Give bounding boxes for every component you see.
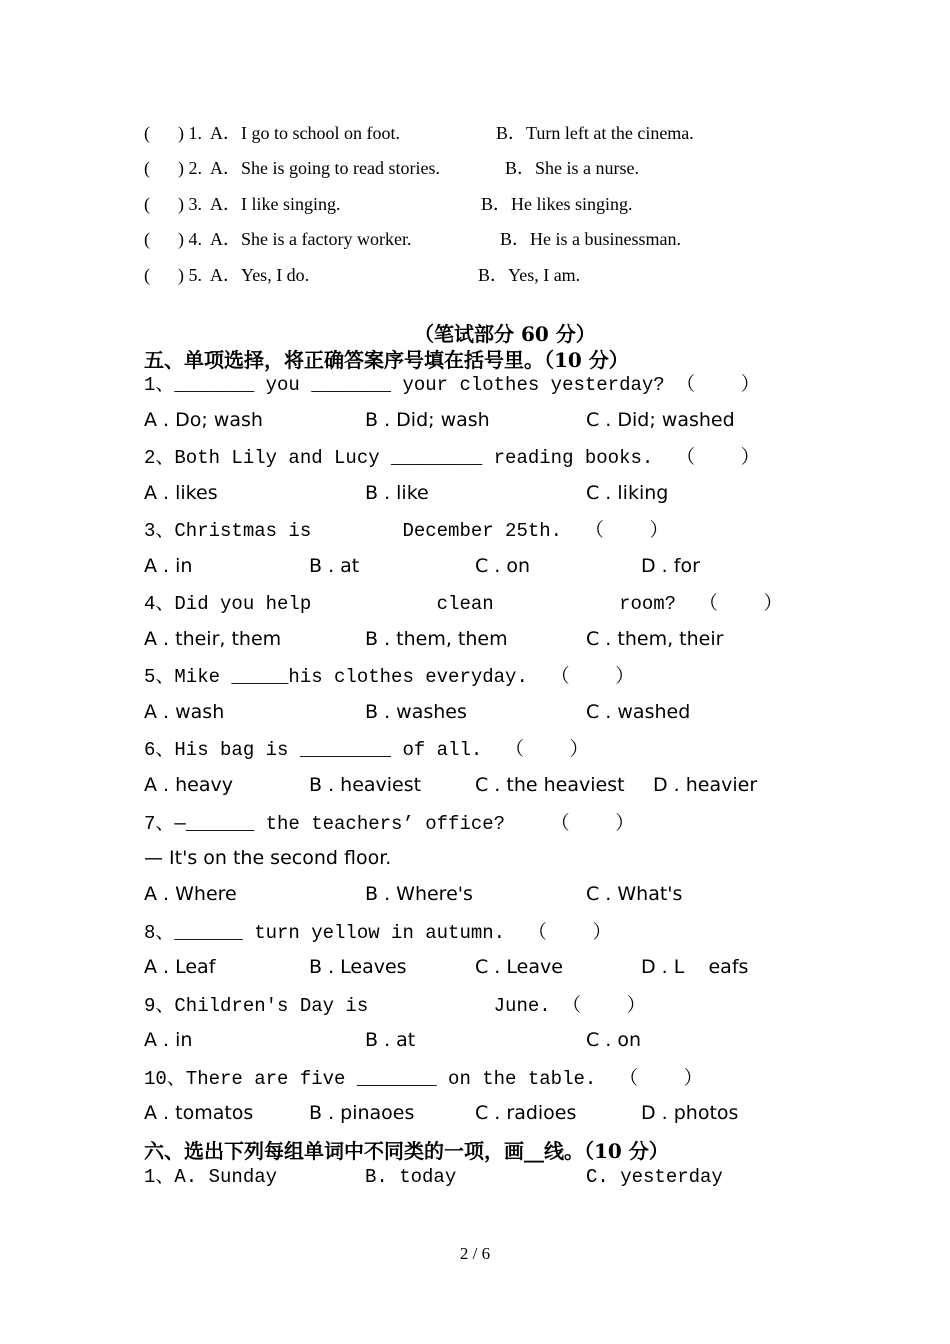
item-number: ) 1. — [178, 123, 202, 143]
section-6-q1-c: C. yesterday — [586, 1166, 723, 1188]
answer-paren: ( — [144, 194, 150, 214]
page-number: 2 / 6 — [459, 1244, 491, 1263]
option-b: B . at — [309, 555, 360, 577]
question-1: 1、_______ you _______ your clothes yesterday? （ ） — [144, 374, 760, 396]
option-a: A . in — [144, 555, 193, 577]
question-2: 2、Both Lily and Lucy ________ reading books. （ ） — [144, 447, 760, 469]
option-b: B．Yes, I am. — [478, 265, 581, 285]
question-9: 9、Children's Day is June. （ ） — [144, 995, 646, 1017]
option-b: B . Leaves — [309, 956, 407, 978]
option-b: B．He is a businessman. — [500, 229, 681, 249]
section-6-q1-b: B. today — [365, 1166, 457, 1188]
option-b: B . like — [365, 482, 429, 504]
option-a: A . in — [144, 1029, 193, 1051]
option-a: A . Leaf — [144, 956, 216, 978]
option-d: D . heavier — [653, 774, 758, 796]
option-a: A . likes — [144, 482, 218, 504]
option-a: A . Do; wash — [144, 409, 263, 431]
option-a: A . tomatos — [144, 1102, 254, 1124]
option-b: B . at — [365, 1029, 416, 1051]
option-a: A . heavy — [144, 774, 233, 796]
question-4: 4、Did you help clean room? （ ） — [144, 593, 783, 615]
option-b: B．She is a nurse. — [505, 158, 639, 178]
item-number: ) 3. — [178, 194, 202, 214]
option-c: C . the heaviest — [475, 774, 625, 796]
written-part-title: （笔试部分 60 分） — [414, 322, 596, 346]
option-c: C . Did; washed — [586, 409, 735, 431]
option-a: A．She is going to read stories. — [210, 158, 440, 178]
question-8: 8、______ turn yellow in autumn. （ ） — [144, 922, 612, 944]
option-b: B . Did; wash — [365, 409, 490, 431]
answer-paren: ( — [144, 123, 150, 143]
option-a: A．Yes, I do. — [210, 265, 310, 285]
question-10: 10、There are five _______ on the table. （ ） — [144, 1068, 703, 1090]
answer-paren: ( — [144, 229, 150, 249]
option-d: D . for — [641, 555, 700, 577]
option-a: A．I like singing. — [210, 194, 341, 214]
option-a: A . Where — [144, 883, 237, 905]
option-c: C . liking — [586, 482, 669, 504]
option-a: A . their, them — [144, 628, 282, 650]
option-b: B . washes — [365, 701, 467, 723]
option-c: C . What's — [586, 883, 683, 905]
option-c: C . on — [586, 1029, 642, 1051]
item-number: ) 4. — [178, 229, 202, 249]
option-a: A . wash — [144, 701, 225, 723]
option-a: A．She is a factory worker. — [210, 229, 412, 249]
section-5-title: 五、单项选择，将正确答案序号填在括号里。（10 分） — [144, 348, 629, 372]
option-c: C . Leave — [475, 956, 563, 978]
option-c: C . on — [475, 555, 531, 577]
option-b: B . pinaoes — [309, 1102, 415, 1124]
item-number: ) 2. — [178, 158, 202, 178]
option-c: C . washed — [586, 701, 691, 723]
question-7: 7、—______ the teachers’ office? （ ） — [144, 813, 635, 835]
option-d: D . photos — [641, 1102, 739, 1124]
answer-paren: ( — [144, 158, 150, 178]
option-b: B . them, them — [365, 628, 508, 650]
option-b: B．Turn left at the cinema. — [496, 123, 694, 143]
option-b: B．He likes singing. — [481, 194, 633, 214]
section-6-q1-a: 1、A. Sunday — [144, 1166, 278, 1188]
question-6: 6、His bag is ________ of all. （ ） — [144, 739, 589, 761]
option-a: A．I go to school on foot. — [210, 123, 400, 143]
question-5: 5、Mike _____his clothes everyday. （ ） — [144, 666, 635, 688]
question-3: 3、Christmas is December 25th. （ ） — [144, 520, 669, 542]
option-b: B . Where's — [365, 883, 473, 905]
answer-paren: ( — [144, 265, 150, 285]
option-c: C . them, their — [586, 628, 724, 650]
question-7-answer-line: — It's on the second floor. — [144, 847, 392, 869]
option-b: B . heaviest — [309, 774, 422, 796]
section-6-title: 六、选出下列每组单词中不同类的一项，画__线。（10 分） — [144, 1139, 669, 1163]
item-number: ) 5. — [178, 265, 202, 285]
option-d: D . L eafs — [641, 956, 749, 978]
option-c: C . radioes — [475, 1102, 577, 1124]
